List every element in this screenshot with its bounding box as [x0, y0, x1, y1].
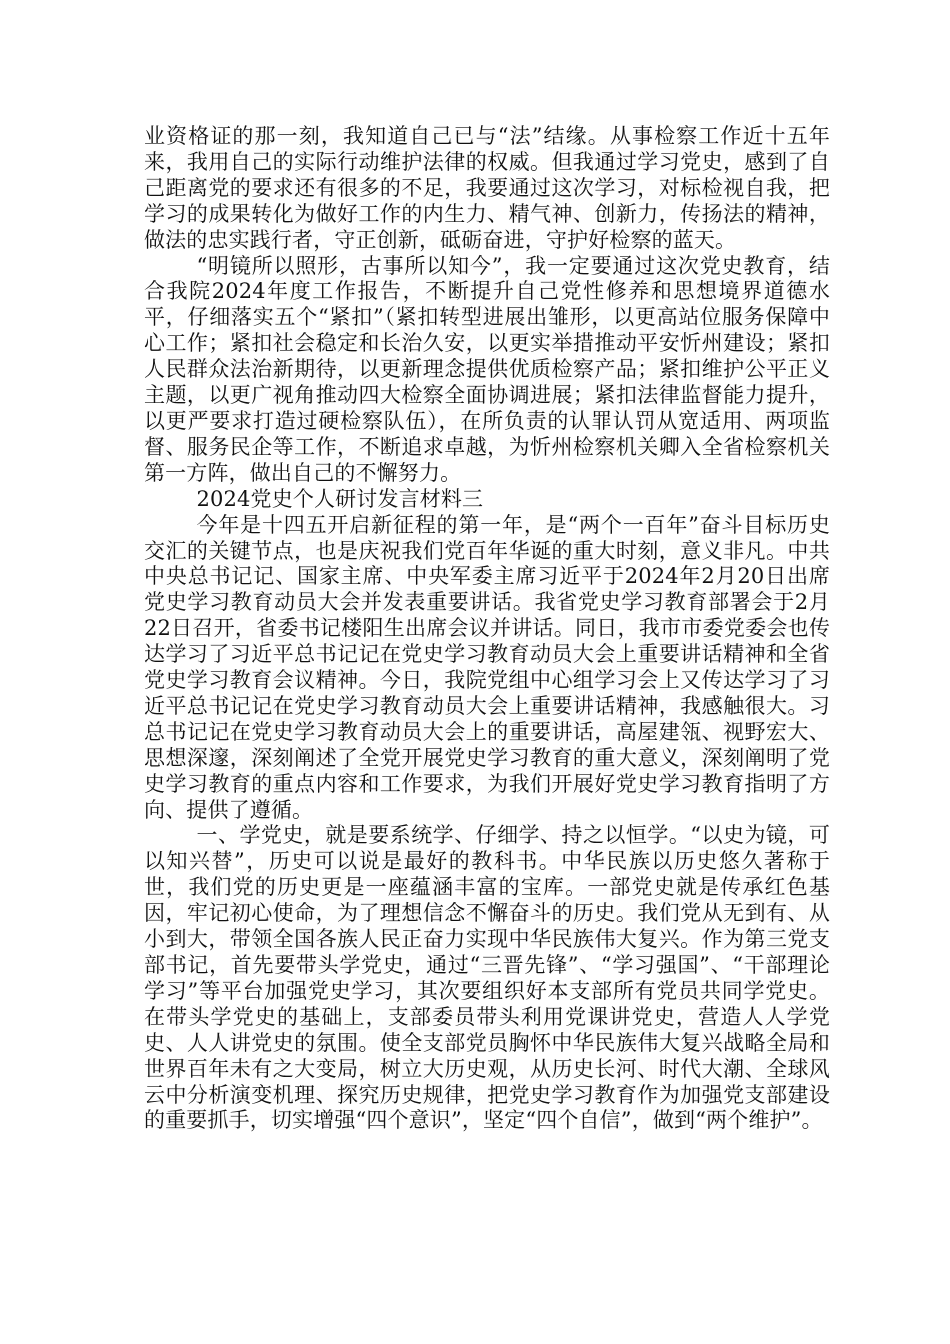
paragraph-point-one: 一、学党史，就是要系统学、仔细学、持之以恒学。“以史为镜，可以知兴替”，历史可以说是最好的教科书。中华民族以历史悠久著称于世，我们党的历史更是一座蕴涵丰富的宝库。一部党史就是传承红色基因，牢记初心使命，为了理想信念不懈奋斗的历史。我们党从无到有、从小到大，带领全国各族人民正奋力实现中华民族伟大复兴。作为第三党支部书记，首先要带头学党史，通过“三晋先锋”、“学习强国”、“干部理论学习”等平台加强党史学习，其次要组织好本支部所有党员共同学党史。在带头学党史的基础上，支部委员带头利用党课讲党史，营造人人学党史、人人讲党史的氛围。使全支部党员胸怀中华民族伟大复兴战略全局和世界百年未有之大变局，树立大历史观，从历史长河、时代大潮、全球风云中分析演变机理、探究历史规律，把党史学习教育作为加强党支部建设的重要抓手，切实增强“四个意识”，坚定“四个自信”，做到“两个维护”。	[144, 823, 830, 1133]
paragraph-continuation: 业资格证的那一刻，我知道自己已与“法”结缘。从事检察工作近十五年来，我用自己的实际行动维护法律的权威。但我通过学习党史，感到了自己距离党的要求还有很多的不足，我要通过这次学习，对标检视自我，把学习的成果转化为做好工作的内生力、精气神、创新力，传扬法的精神，做法的忠实践行者，守正创新，砥砺奋进，守护好检察的蓝天。	[144, 124, 830, 252]
paragraph-mirror-quote: “明镜所以照形，古事所以知今”，我一定要通过这次党史教育，结合我院2024年度工作报告，不断提升自己党性修养和思想境界道德水平，仔细落实五个“紧扣”（紧扣转型进展出雏形，以更高站位服务保障中心工作；紧扣社会稳定和长治久安，以更实举措推动平安忻州建设；紧扣人民群众法治新期待，以更新理念提供优质检察产品；紧扣维护公平正义主题，以更广视角推动四大检察全面协调进展；紧扣法律监督能力提升，以更严要求打造过硬检察队伍），在所负责的认罪认罚从宽适用、两项监督、服务民企等工作，不断追求卓越，为忻州检察机关卿入全省检察机关第一方阵，做出自己的不懈努力。	[144, 253, 830, 485]
section-heading: 2024党史个人研讨发言材料三	[196, 486, 484, 511]
body-text	[144, 124, 830, 1134]
paragraph-intro: 今年是十四五开启新征程的第一年，是“两个一百年”奋斗目标历史交汇的关键节点，也是庆祝我们党百年华诞的重大时刻，意义非凡。中共中央总书记记、国家主席、中央军委主席习近平于2024年2月20日出席党史学习教育动员大会并发表重要讲话。我省党史学习教育部署会于2月22日召开，省委书记楼阳生出席会议并讲话。同日，我市市委党委会也传达学习了习近平总书记记在党史学习教育动员大会上重要讲话精神和全省党史学习教育会议精神。今日，我院党组中心组学习会上又传达学习了习近平总书记记在党史学习教育动员大会上重要讲话精神，我感触很大。习总书记记在党史学习教育动员大会上的重要讲话，高屋建瓴、视野宏大、思想深邃，深刻阐述了全党开展党史学习教育的重大意义，深刻阐明了党史学习教育的重点内容和工作要求，为我们开展好党史学习教育指明了方向、提供了遵循。	[144, 512, 830, 822]
